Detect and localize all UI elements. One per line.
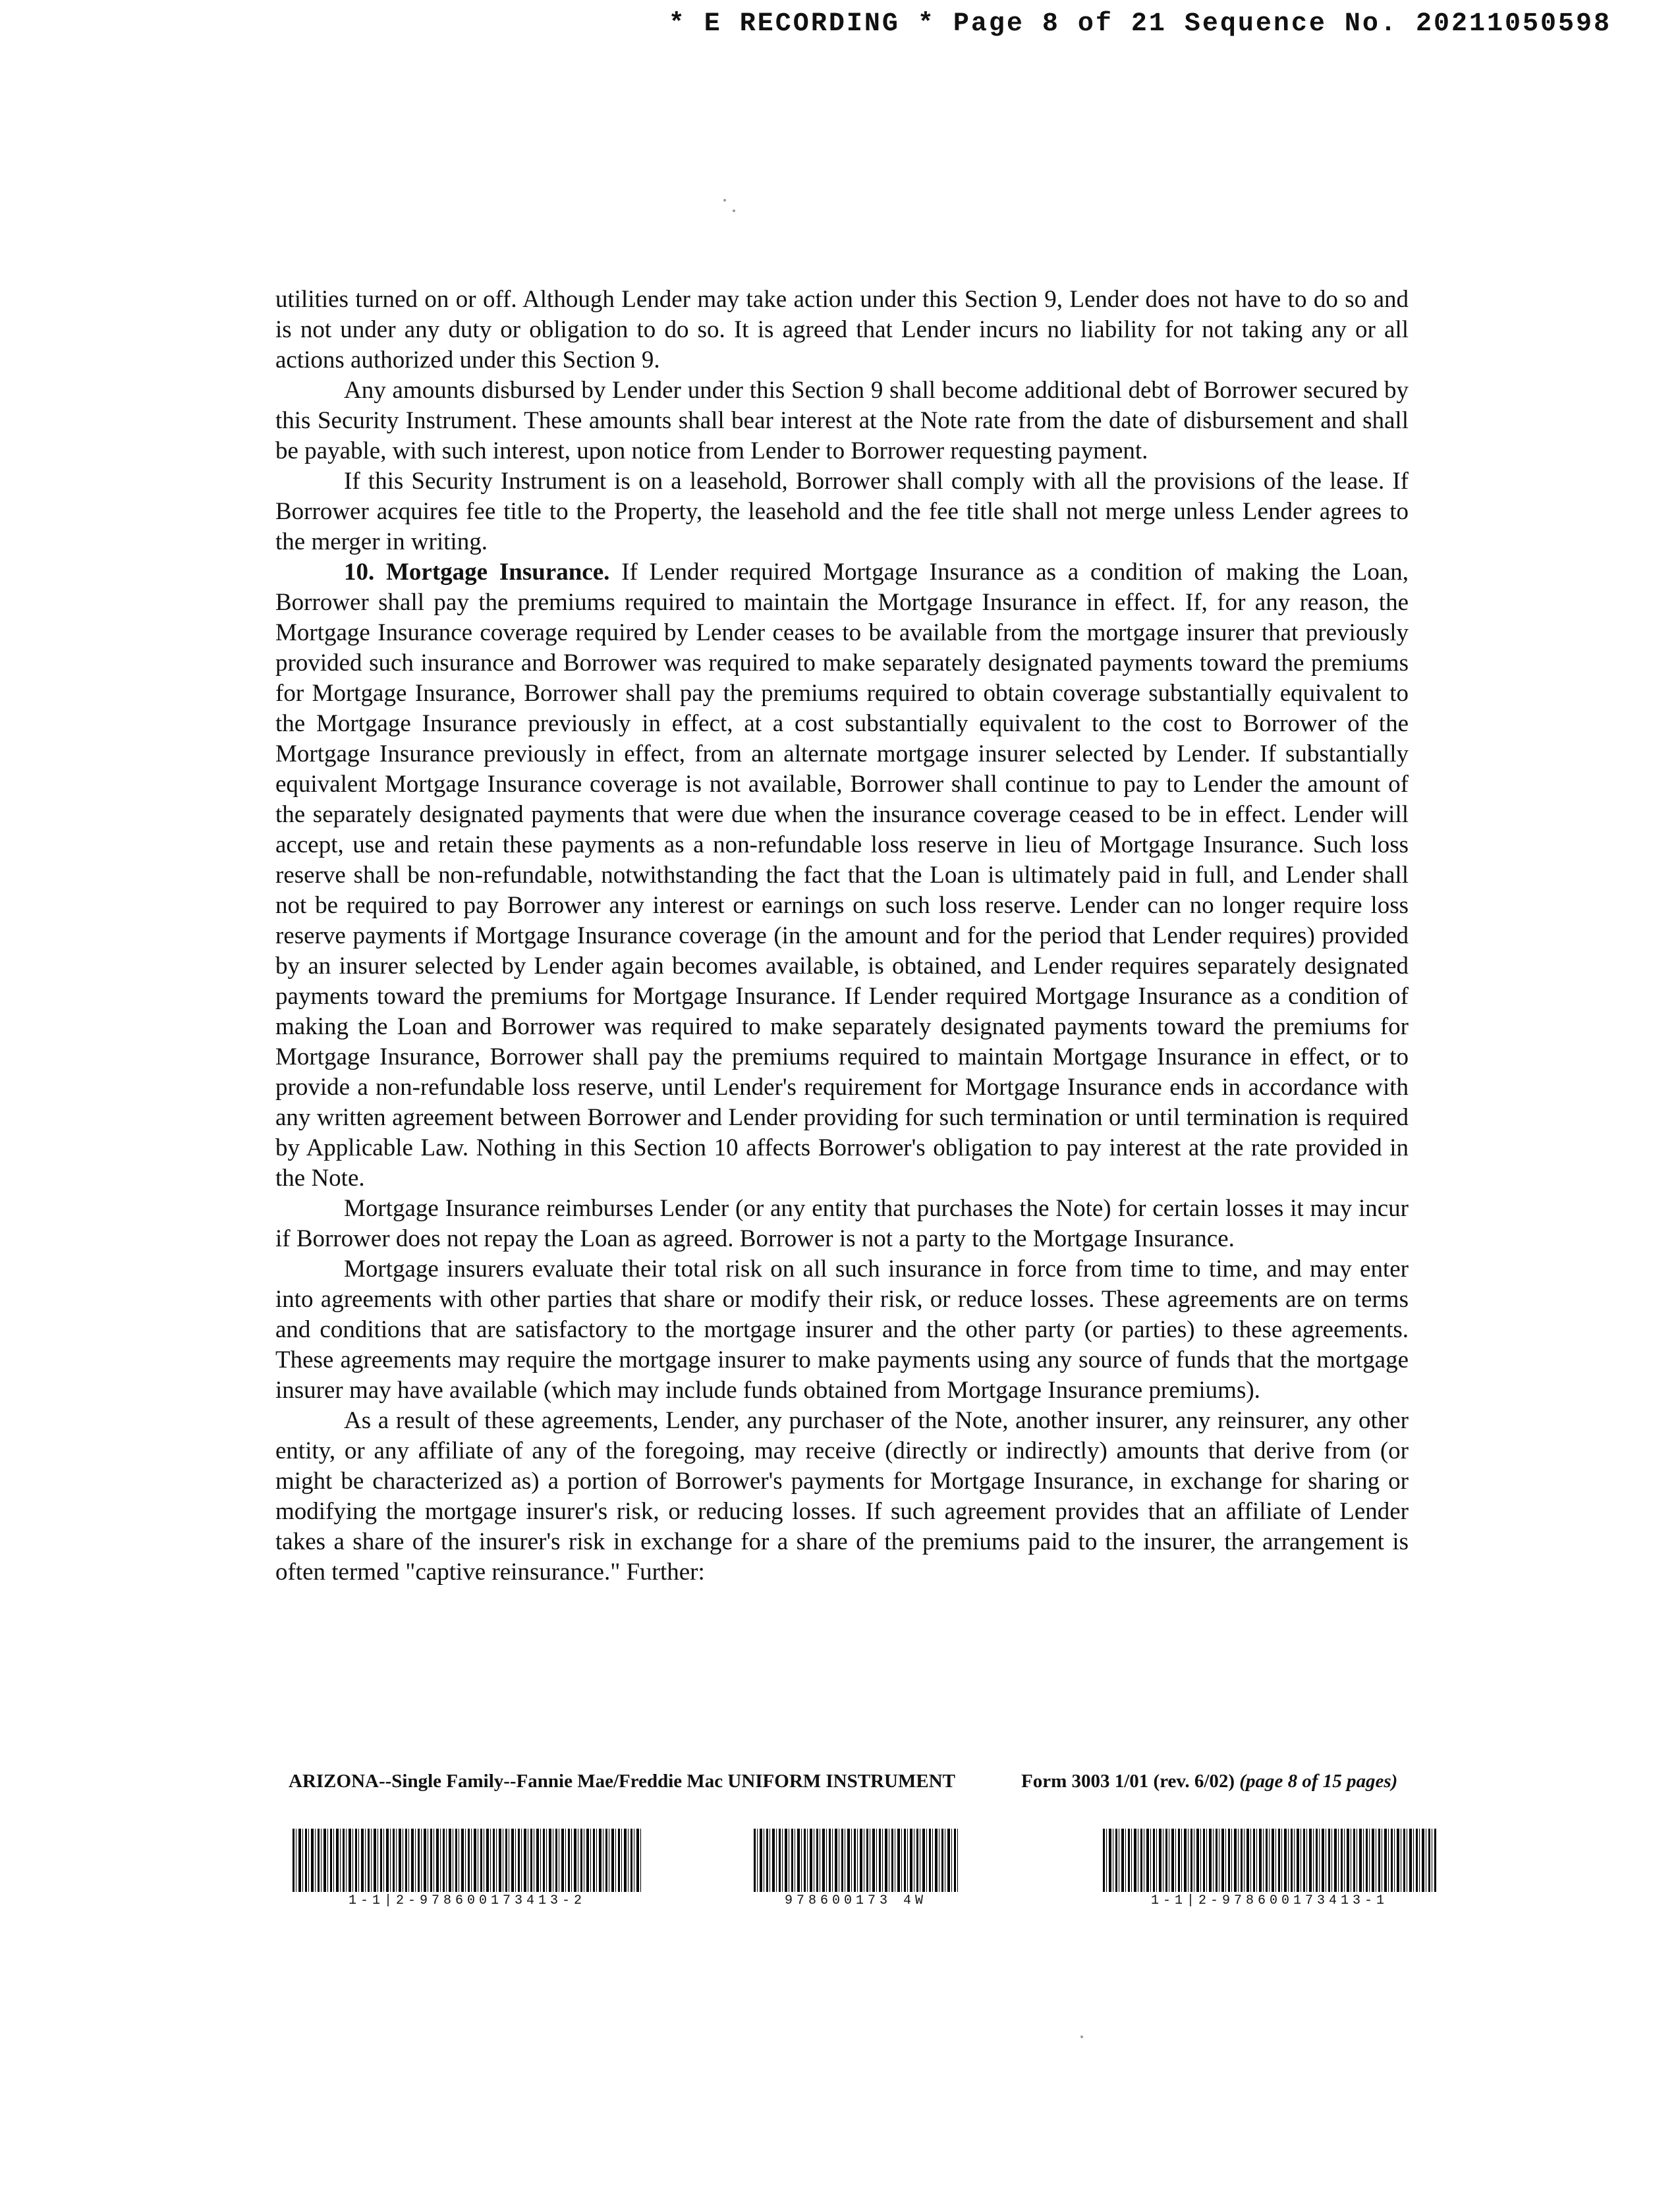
form-footer: [289, 1771, 1409, 1792]
scan-speck: [1080, 2035, 1083, 2038]
barcode-bars: [1103, 1829, 1436, 1892]
document-body: [275, 285, 1409, 1588]
section-10-text: If Lender required Mortgage Insurance as a condition of making the Loan, Borrower shall pay the premiums required to maintain the Mortgage Insurance in effect. If, for any reason, the Mortgage Insurance coverage required by Lender ceases to be available from the mortgage insurer that previously provided such insurance and Borrower was required to make separately designated payments toward the premiums for Mortgage Insurance, Borrower shall pay the premiums required to obtain coverage substantially equivalent to the Mortgage Insurance previously in effect, at a cost substantially equivalent to the cost to Borrower of the Mortgage Insurance previously in effect, from an alternate mortgage insurer selected by Lender. If substantially equivalent Mortgage Insurance coverage is not available, Borrower shall continue to pay to Lender the amount of the separately designated payments that were due when the insurance coverage ceased to be in effect. Lender will accept, use and retain these payments as a non-refundable loss reserve in lieu of Mortgage Insurance. Such loss reserve shall be non-refundable, notwithstanding the fact that the Loan is ultimately paid in full, and Lender shall not be required to pay Borrower any interest or earnings on such loss reserve. Lender can no longer require loss reserve payments if Mortgage Insurance coverage (in the amount and for the period that Lender requires) provided by an insurer selected by Lender again becomes available, is obtained, and Lender requires separately designated payments toward the premiums for Mortgage Insurance. If Lender required Mortgage Insurance as a condition of making the Loan and Borrower was required to make separately designated payments toward the premiums for Mortgage Insurance, Borrower shall pay the premiums required to maintain Mortgage Insurance in effect, or to provide a non-refundable loss reserve, until Lender's requirement for Mortgage Insurance ends in accordance with any written agreement between Borrower and Lender providing for such termination or until termination is required by Applicable Law. Nothing in this Section 10 affects Borrower's obligation to pay interest at the rate provided in the Note.: [275, 559, 1409, 1192]
paragraph-disbursed-amounts: Any amounts disbursed by Lender under this Section 9 shall become additional debt of Borrower secured by this Security Instrument. These amounts shall bear interest at the Note rate from the date of disbursement and shall be payable, with such interest, upon notice from Lender to Borrower requesting payment.: [275, 377, 1409, 464]
paragraph-leasehold: If this Security Instrument is on a leasehold, Borrower shall comply with all the provisions of the lease. If Borrower acquires fee title to the Property, the leasehold and the fee title shall not merge unless Lender agrees to the merger in writing.: [275, 468, 1409, 555]
footer-page-count: (page 8 of 15 pages): [1239, 1771, 1398, 1792]
section-10-paragraph: [275, 557, 1409, 1194]
barcode-bars: [293, 1829, 642, 1892]
barcode-left: [293, 1829, 642, 1908]
footer-instrument: ARIZONA--Single Family--Fannie Mae/Freddie Mac UNIFORM INSTRUMENT: [289, 1771, 955, 1792]
footer-form-number: Form 3003 1/01 (rev. 6/02): [1021, 1771, 1235, 1792]
recording-header: * E RECORDING * Page 8 of 21 Sequence No. 20211050598: [668, 9, 1611, 39]
scan-speck: [733, 209, 735, 212]
barcode-text: 1-1|2-978600173413-2: [348, 1893, 586, 1908]
barcode-text: 1-1|2-978600173413-1: [1150, 1893, 1389, 1908]
barcode-bars: [754, 1829, 958, 1892]
barcode-center: [754, 1829, 958, 1908]
paragraph-mi-insurers: Mortgage insurers evaluate their total risk on all such insurance in force from time to time, and may enter into agreements with other parties that share or modify their risk, or reduce losses. These agreements are on terms and conditions that are satisfactory to the mortgage insurer and the other party (or parties) to these agreements. These agreements may require the mortgage insurer to make payments using any source of funds that the mortgage insurer may have available (which may include funds obtained from Mortgage Insurance premiums).: [275, 1256, 1409, 1404]
scan-speck: [723, 199, 726, 202]
paragraph-agreements-result: As a result of these agreements, Lender, any purchaser of the Note, another insurer, any reinsurer, any other entity, or any affiliate of any of the foregoing, may receive (directly or indirectly) amounts that derive from (or might be characterized as) a portion of Borrower's payments for Mortgage Insurance, in exchange for sharing or modifying the mortgage insurer's risk, or reducing losses. If such agreement provides that an affiliate of Lender takes a share of the insurer's risk in exchange for a share of the premiums paid to the insurer, the arrangement is often termed "captive reinsurance." Further:: [275, 1407, 1409, 1586]
barcode-right: [1103, 1829, 1436, 1908]
paragraph-section9-end: utilities turned on or off. Although Lender may take action under this Section 9, Lender does not have to do so and is not under any duty or obligation to do so. It is agreed that Lender incurs no liability for not taking any or all actions authorized under this Section 9.: [275, 286, 1409, 374]
paragraph-mi-reimburses: Mortgage Insurance reimburses Lender (or any entity that purchases the Note) for certain losses it may incur if Borrower does not repay the Loan as agreed. Borrower is not a party to the Mortgage Insurance.: [275, 1195, 1409, 1252]
footer-form: [1021, 1771, 1397, 1792]
section-10-heading: 10. Mortgage Insurance.: [344, 559, 610, 586]
barcode-text: 978600173 4W: [784, 1893, 928, 1908]
